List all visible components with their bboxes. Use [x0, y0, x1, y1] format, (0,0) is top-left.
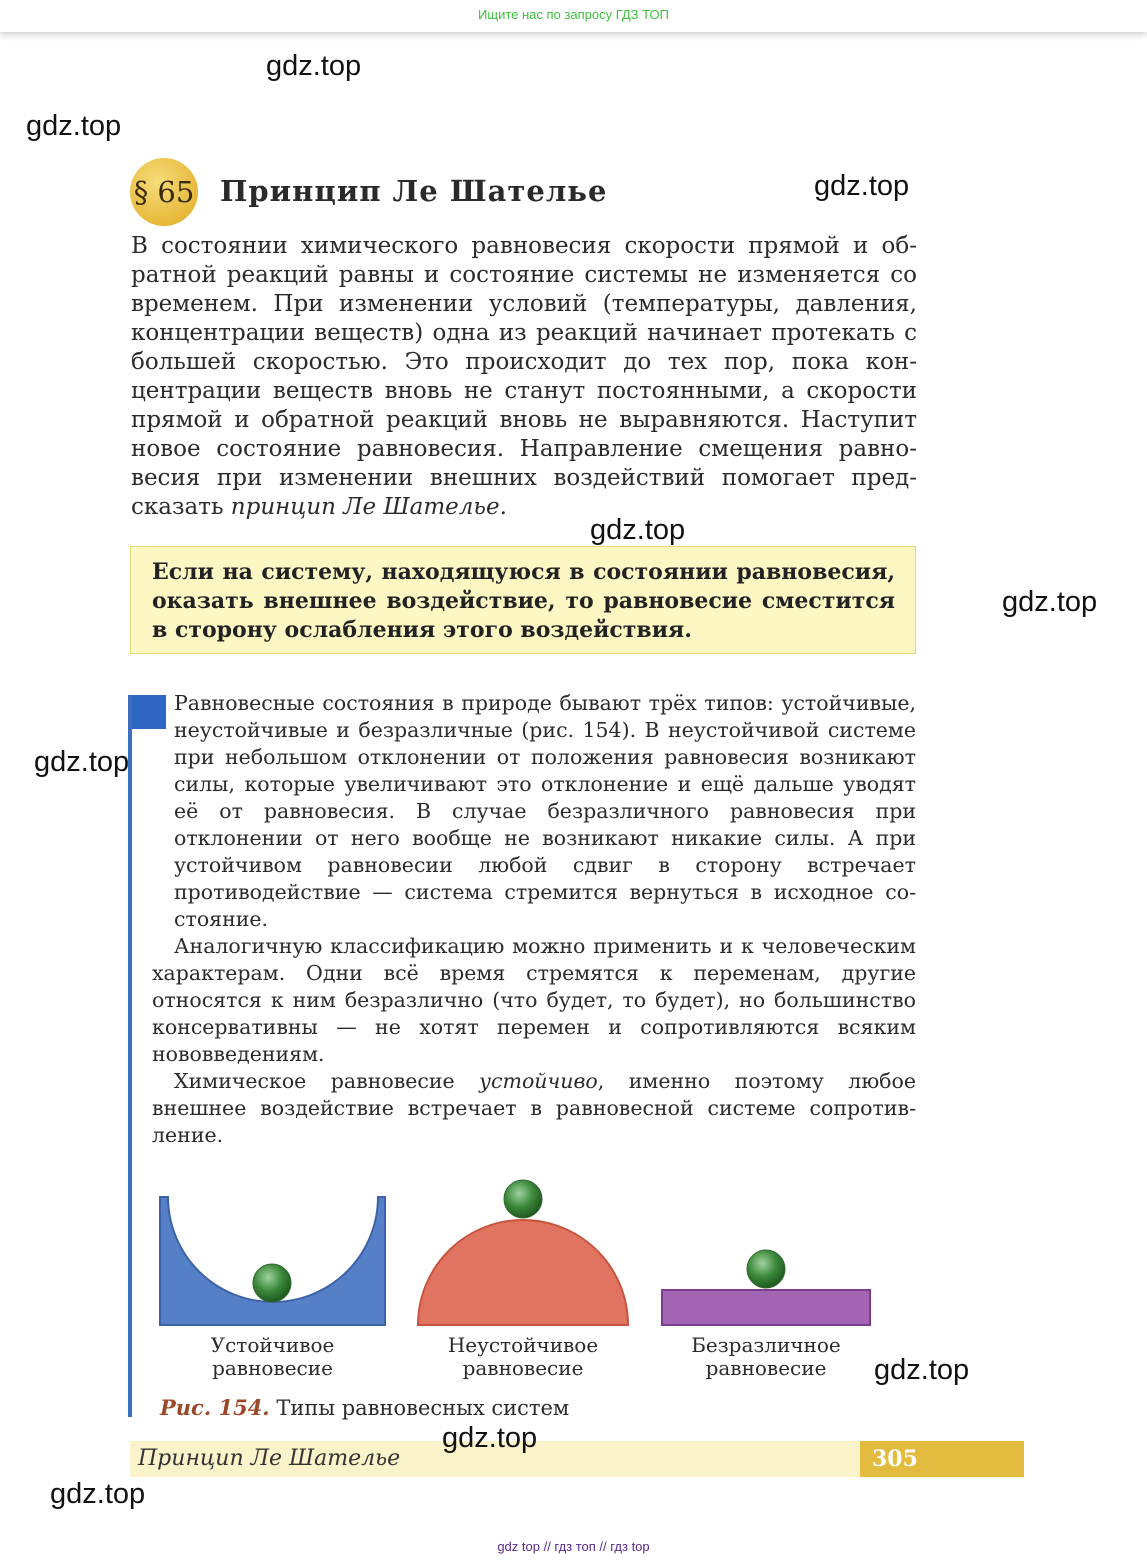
- page-number-box: [860, 1441, 1024, 1477]
- rule-text: Если на систему, находящуюся в состоянии равновесия, оказать внешнее воздействие, то равновесие сместится в сторону ослабления этого воздействия.: [152, 559, 895, 643]
- watermark: gdz.top: [590, 514, 686, 546]
- section-number: § 65: [133, 175, 195, 209]
- watermark: gdz.top: [50, 1478, 146, 1510]
- watermark: gdz.top: [34, 746, 130, 778]
- extra-reading: [152, 690, 916, 1149]
- body-p3-term: устойчиво: [479, 1069, 598, 1093]
- intro-text: В состоянии химического равновесия скорости прямой и обратной реакций равны и состояние системы не изменяется со временем. При изменении условий (температуры, давления, концентрации веществ) одна из реакций начинает протекать с большей скоростью. Это происходит до тех пор, пока концентрации веществ вновь не станут постоянными, а скорости прямой и обратной реакций вновь не выравняются. Наступит новое состояние равновесия. Направление смещения равновесия при изменении внешних воздействий помогает предсказать: [131, 233, 917, 520]
- watermark: gdz.top: [442, 1422, 538, 1454]
- rule-box: [130, 546, 916, 654]
- stable-bowl: [160, 1197, 385, 1325]
- section-badge: [130, 158, 198, 226]
- intro-paragraph: [131, 232, 917, 522]
- watermark: gdz.top: [26, 110, 122, 142]
- section-title: Принцип Ле Шателье: [220, 174, 608, 208]
- body-paragraph-3: [152, 1068, 916, 1149]
- body-p3-end: , именно поэтому любое внешнее воздействие встречает в равновесной системе сопротивление.: [152, 1069, 916, 1147]
- unstable-hill: [418, 1220, 628, 1325]
- watermark: gdz.top: [814, 170, 910, 202]
- equilibrium-figure: [150, 1170, 890, 1350]
- figure-title: Типы равновесных систем: [276, 1396, 570, 1420]
- intro-end: .: [499, 494, 507, 520]
- stable-ball: [253, 1264, 291, 1302]
- watermark: gdz.top: [266, 50, 362, 82]
- top-banner-text: Ищите нас по запросу ГДЗ ТОП: [478, 7, 669, 22]
- sidebar-line: [128, 695, 132, 1417]
- unstable-ball: [504, 1180, 542, 1218]
- bottom-links[interactable]: gdz top // гдз топ // гдз top: [497, 1539, 650, 1554]
- figure-caption: [160, 1395, 569, 1420]
- body-paragraph-1: Равновесные состояния в природе бывают трёх типов: устойчивые, неустойчивые и безразличные (рис. 154). В неустойчивой системе при небольшом отклонении от положения равновесия возникают силы, которые увеличивают это отклонение и ещё дальше уводят её от равновесия. В случае безразличного равновесия при отклонении от него вообще не возникают никакие силы. А при устойчивом равновесии любой сдвиг в сторону встречает противодействие — система стремится вернуться в исходное состояние.: [174, 691, 916, 931]
- caption-stable: Устойчивое равновесие: [210, 1333, 335, 1380]
- page-number: 305: [872, 1446, 918, 1472]
- footer-title: Принцип Ле Шателье: [138, 1446, 401, 1471]
- watermark: gdz.top: [874, 1354, 970, 1386]
- caption-indifferent: Безразличное равновесие: [691, 1333, 841, 1380]
- watermark: gdz.top: [1002, 586, 1098, 618]
- top-banner: [0, 0, 1147, 32]
- intro-term: принцип Ле Шателье: [230, 494, 500, 520]
- indifferent-ball: [747, 1250, 785, 1288]
- body-paragraph-2: Аналогичную классификацию можно применить и к человеческим характерам. Одни всё время стремятся к переменам, другие относятся к ним безразлично (что будет, то будет), но большинство консервативны — не хотят перемен и сопротивляются всяким нововведениям.: [152, 934, 916, 1066]
- caption-unstable: Неустойчивое равновесие: [447, 1333, 599, 1380]
- indifferent-plate: [662, 1290, 870, 1325]
- body-p3-start: Химическое равновесие: [174, 1069, 455, 1093]
- figure-label: Рис. 154.: [160, 1395, 270, 1420]
